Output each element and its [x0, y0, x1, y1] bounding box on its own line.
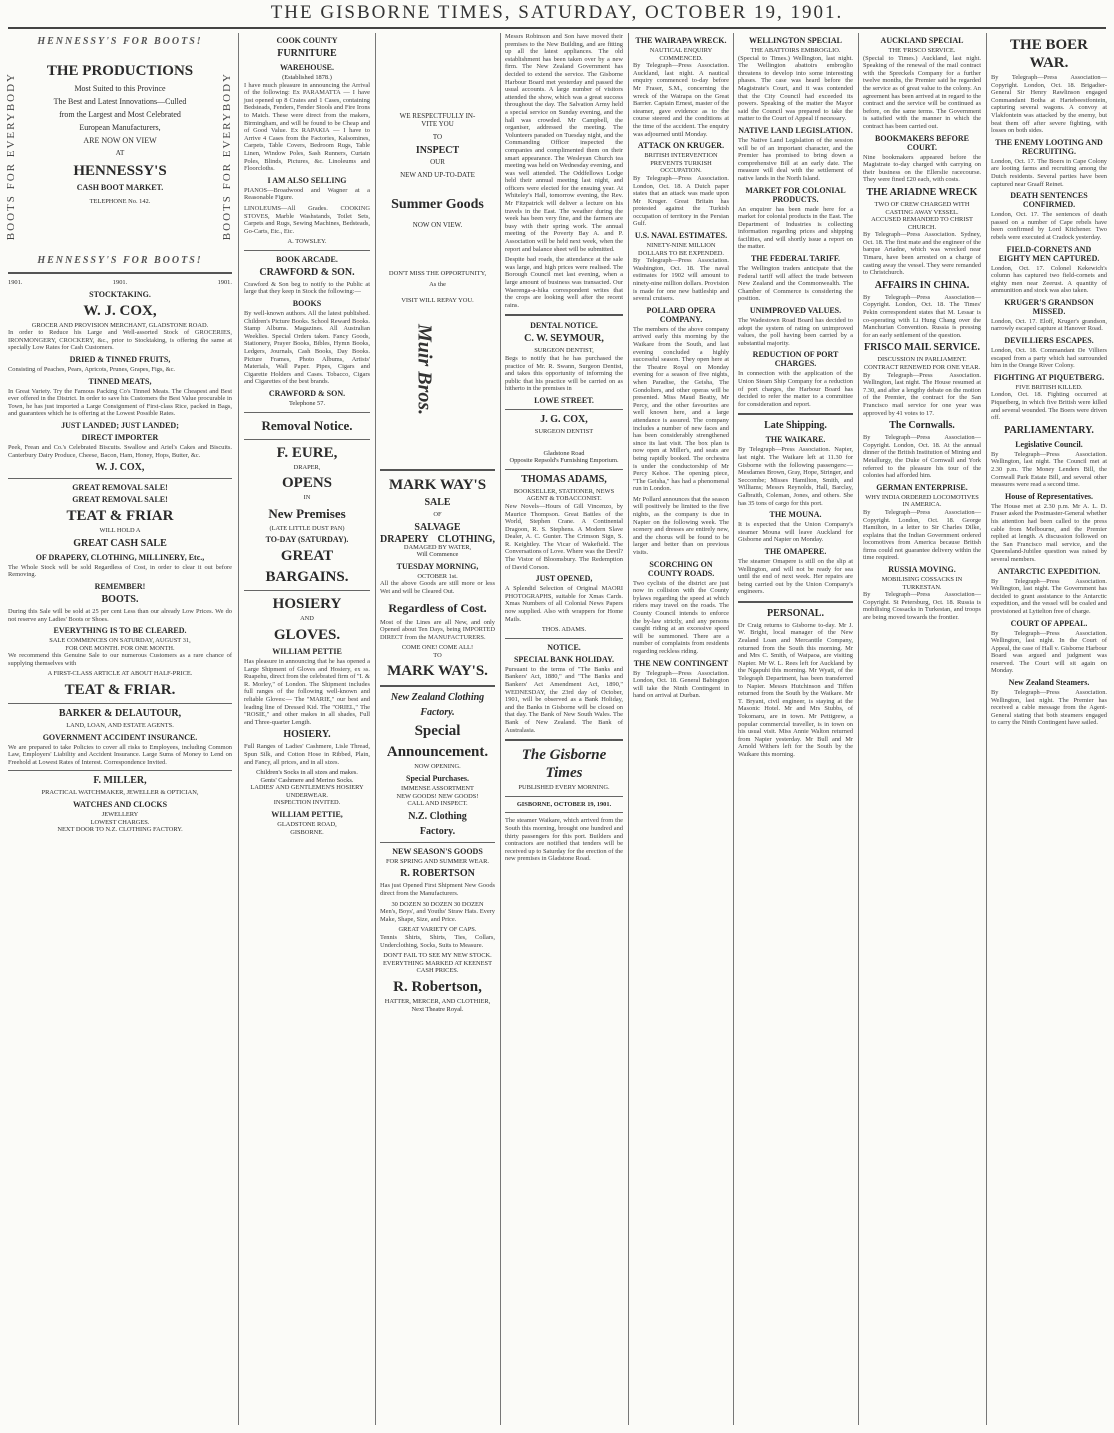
news-text: By Telegraph—Press Association. London, Oct. 18. A Dutch paper states that an attack was made upon Mr Kruger. Great Britain has protested against the Turkish occupation of territory in the Persian Gulf. [633, 174, 729, 228]
ad-body-text: Has just Opened First Shipment New Goods direct from the Manufacturers. [380, 882, 495, 898]
surgeon-dentist-2: SURGEON DENTIST [534, 427, 594, 435]
news-text: The steamer Omapere is still on the slip at Wellington, and will not be ready for sea until the end of next week. Her repairs are being carried out by the Union Company's engineers. [738, 557, 853, 596]
column-8 [991, 33, 1107, 1425]
us-naval-estimates: U.S. NAVAL ESTIMATES. [634, 231, 728, 241]
column-5 [633, 33, 729, 1425]
hennessy-telephone: TELEPHONE No. 142. [89, 198, 151, 205]
russia-moving: RUSSIA MOVING. [888, 565, 956, 575]
frisco-service: THE 'FRISCO SERVICE. [888, 47, 956, 54]
seymour-name: C. W. SEYMOUR, [524, 333, 604, 345]
today-saturday: TO-DAY (SATURDAY). [265, 535, 349, 545]
side-banner-left: BOOTS FOR EVERYBODY [5, 72, 17, 241]
everything-cleared: EVERYTHING IS TO BE CLEARED. [53, 626, 187, 636]
news-text: Nine bookmakers appeared before the Magistrate to-day charged with carrying on their business on the Ellerslie racecourse. They were fined £20 each, with costs. [863, 153, 981, 184]
muir-bros-vertical: Muir Bros. [413, 324, 436, 416]
late-dust-pan: (LATE LITTLE DUST PAN) [269, 524, 345, 532]
opens: OPENS [281, 475, 332, 492]
news-text: Despite bad roads, the attendance at the sale was large, and high prices were realised. The Borough Council met last evening, when a large amount of business was transacted. Our Waerenga-a-hika correspondent writes that the crops are looking well after the recent rains. [505, 256, 623, 309]
federal-tariff: THE FEDERAL TARIFF. [751, 254, 840, 264]
news-text: By Telegraph—Press Association—Copyright. London, Oct. 18. George Hamilton, in a letter to Sir Charles Dilke, explains that the Indian Government ordered locomotives from America because British firms could not guarantee delivery within the time required. [863, 508, 981, 562]
in-label: IN [303, 494, 311, 502]
productions-line: The Best and Latest Innovations—Culled [53, 97, 187, 106]
mark-ways-2: MARK WAY'S. [387, 663, 488, 680]
productions-line: Most Suited to this Province [74, 84, 166, 93]
productions-line: ARE NOW ON VIEW [83, 136, 157, 145]
drapery-clothing-row [380, 533, 495, 545]
warehouse: WAREHOUSE. [279, 63, 334, 72]
robertson-name-2: R. Robertson, [393, 978, 482, 995]
now-opening: NOW OPENING. [414, 763, 461, 771]
vite-you: VITE YOU [421, 119, 454, 128]
ad-body-text: We recommend this Genuine Sale to our numerous Customers as a rare chance of supplying themselves with [8, 652, 232, 667]
ad-body-text: Peek, Frean and Co.'s Celebrated Biscuits. Swallow and Ariel's Cakes and Biscuits. Canterbury Dairy Produce, Cheese, Bacon, Ham, Honey, Hops, Butter, &c. [8, 443, 232, 459]
unimproved-values: UNIMPROVED VALUES. [749, 306, 842, 316]
news-text: London, Oct. 18. Commandant De Villiers escaped from a party which had surrounded him in the Orange River Colony. [991, 347, 1107, 370]
news-text: (Special to Times.) Wellington, last night. The Wellington abattoirs embroglio threatens to develop into some interesting phases. The case was heard before the Magistrate's Court, and it was contended that the City Council had exceeded its powers. Speaking of the matter the Mayor said the Council was prepared to take the matter to the Court of Appeal if necessary. [738, 54, 853, 123]
rule [244, 590, 370, 591]
hatter-mercer: HATTER, MERCER, AND CLOTHIER, Next Theatre Royal. [384, 997, 491, 1013]
column-3 [380, 33, 495, 1425]
news-text: It is expected that the Union Company's steamer Mouna will leave Auckland for Gisborne and Napier on Monday. [738, 521, 853, 544]
of-label: OF [433, 511, 442, 519]
towsley: A. TOWSLEY. [287, 238, 327, 246]
auckland-special: AUCKLAND SPECIAL [880, 36, 964, 45]
land-loan: LAND, LOAN, AND ESTATE AGENTS. [66, 722, 174, 730]
column-rule [238, 33, 239, 1425]
death-sentences: DEATH SENTENCES CONFIRMED. [1010, 191, 1088, 210]
ad-body-text: Men's, Boys', and Youths' Straw Hats. Every Make, Shape, Size, and Price. [380, 908, 495, 923]
new-seasons: NEW SEASON'S GOODS [392, 846, 483, 856]
to-label: TO [432, 133, 443, 142]
hennessys-banner-bottom: HENNESSY'S FOR BOOTS! [37, 255, 203, 266]
rule [738, 413, 853, 415]
hosiery-heading: HOSIERY [272, 596, 342, 613]
rule [8, 703, 232, 704]
drapery-clothing: OF DRAPERY, CLOTHING, MILLINERY, Etc., [35, 552, 205, 562]
mouna: THE MOUNA. [769, 510, 822, 520]
announcement: Announcement. [386, 744, 489, 761]
ad-body-text: In Great Variety. Try the Famous Packing Co's Tinned Meats. The Cheapest and Best ever offered in the District. In order to save his Customers the Best Value procurable in Town, he has just imported a Large Consignment of First-class Rice, packed in Bags, and guarantees which he is offering at the Lowest Possible Rates. [8, 387, 232, 418]
ad-body-text: We are prepared to take Policies to cover all risks to Employees, including Common Law, Employers' Liability and Accident Insurance. Large Sums of Money to Lend on Freehold at Lowest Rates of Interest. Correspondence Invited. [8, 743, 232, 766]
ad-body-text: All the above Goods are still more or less Wet and will be Cleared Out. [380, 580, 495, 595]
new-up-to-date: NEW AND UP-TO-DATE [400, 171, 475, 180]
news-text: The Wadestown Road Board has decided to adopt the system of rating on unimproved values, the poll having been carried by a substantial majority. [738, 317, 853, 347]
column-rule [375, 33, 376, 1425]
october-1st: OCTOBER 1st. [417, 572, 458, 580]
watches-clocks: WATCHES AND CLOCKS [72, 800, 168, 810]
abattoirs: THE ABATTOIRS EMBROGLIO. [750, 47, 841, 54]
rule [505, 739, 623, 741]
published-every-morning: PUBLISHED EVERY MORNING. [518, 784, 610, 792]
column-rule [858, 33, 859, 1425]
accused-remanded: ACCUSED REMANDED TO CHRIST CHURCH. [871, 216, 973, 231]
removal-sale: GREAT REMOVAL SALE! [72, 483, 168, 493]
antarctic-expedition: ANTARCTIC EXPEDITION. [997, 566, 1101, 576]
crawford-telephone: Telephone 57. [288, 400, 326, 407]
great-variety-caps: GREAT VARIETY OF CAPS. [398, 926, 477, 934]
dental-notice: DENTAL NOTICE. [530, 321, 598, 331]
inspect: INSPECT [415, 144, 460, 156]
furniture: FURNITURE [277, 48, 337, 59]
column-rule [733, 33, 734, 1425]
cox-dentist: J. G. COX, [540, 413, 588, 425]
dont-fail: DON'T FAIL TO SEE MY NEW STOCK. [383, 952, 492, 960]
wellington-special: WELLINGTON SPECIAL [749, 36, 842, 45]
contract-renewed: CONTRACT RENEWED FOR ONE YEAR. [863, 364, 981, 371]
news-text: (Special to Times.) Auckland, last night. Speaking of the renewal of the mail contract with the Spreckels Company for a further twelve months, the Premier said he regarded the service as of great value to the colony. An agreement has been arrived at in regard to the contract and the service will be continued as before, on the same terms. The Government is satisfied with the manner in which the contract has been carried out. [863, 54, 981, 130]
adams-name: THOMAS ADAMS, [521, 473, 607, 485]
removal-sale: GREAT REMOVAL SALE! [72, 495, 168, 505]
news-text: By Telegraph—Press Association. Sydney, Oct. 18. The first mate and the engineer of the barque Ariadne, which was wrecked near Timaru, have been arrested on a charge of casting away the vessel. They were remanded to Christchurch. [863, 231, 981, 277]
crawford-son-2: CRAWFORD & SON. [268, 389, 346, 398]
nautical-enquiry: NAUTICAL ENQUIRY COMMENCED. [649, 47, 713, 62]
damaged-by-water: DAMAGED BY WATER, [403, 543, 472, 551]
legislative-council: Legislative Council. [1015, 439, 1083, 449]
year-label: 1901. [112, 279, 128, 286]
ad-body-text: Consisting of Peaches, Pears, Apricots, Prunes, Grapes, Figs, &c. [8, 365, 176, 373]
spring-summer: FOR SPRING AND SUMMER WEAR. [385, 857, 490, 865]
rule [380, 842, 495, 843]
boer-war: THE BOER WAR. [1010, 37, 1088, 71]
ladies-underwear: LADIES' AND GENTLEMEN'S HOSIERY UNDERWEAR. [250, 784, 364, 799]
productions-line: AT [115, 149, 125, 157]
bank-holiday: SPECIAL BANK HOLIDAY. [513, 654, 615, 664]
summer-goods: Summer Goods [391, 196, 484, 212]
news-text: London, Oct. 17. The sentences of death passed on a number of Cape rebels have been confirmed by Lord Kitchener. Two rebels were executed at Cradock yesterday. [991, 211, 1107, 241]
cox-name-2: W. J. COX, [95, 462, 145, 474]
pollard-opera: POLLARD OPERA COMPANY. [646, 305, 716, 324]
just-landed: JUST LANDED; JUST LANDED; [61, 420, 179, 430]
new-goods: NEW GOODS! NEW GOODS! [396, 792, 479, 800]
field-cornets: FIELD-CORNETS AND EIGHTY MEN CAPTURED. [998, 244, 1100, 263]
column-rule [986, 33, 987, 1425]
crawford-son: CRAWFORD & SON. [259, 266, 355, 278]
news-text: By Telegraph—Press Association. Wellington, last night. The Government has decided to grant assistance to the Antarctic expedition, and the vessel will be coaled and provisioned at Lyttelton free of charge. [991, 577, 1107, 615]
why-india: WHY INDIA ORDERED LOCOMOTIVES IN AMERICA. [865, 493, 979, 509]
column-rule [628, 33, 629, 1425]
rule [505, 469, 623, 470]
news-text: By Telegraph—Press Association—Copyright. London, Oct. 18. Brigadier-General Sir Henry Rawlinson engaged Commandant Botha at Hartebeestfontein, capturing several wagons. A convoy at Vlakfontein was attacked by the enemy, but beat them off after severe fighting, with losses on both sides. [991, 74, 1107, 135]
productions-heading: THE PRODUCTIONS [46, 63, 194, 79]
barker-delautour: BARKER & DELAUTOUR, [58, 708, 182, 720]
come-one: COME ONE! COME ALL! [401, 644, 474, 652]
news-text: London, Oct. 17. The Boers in Cape Colony are looting farms and recruiting among the Dutch residents. Several parties have been captured near Graaff Reinet. [991, 157, 1107, 188]
ad-body-text: Full Ranges of Ladies' Cashmere, Lisle Thread, Spun Silk, and Cotton Hose in Ribbed, Plain, and Fancy, all prices, and in all sizes. [244, 743, 370, 766]
gents-socks: Gents' Cashmere and Merino Socks. [260, 776, 354, 784]
editorial-text: The steamer Waikare, which arrived from the South this morning, brought one hundred and thirty passengers for this port. Builders and contractors are notified that tenders will be received up to Saturday for the erection of the new premises in Gladstone Road. [505, 817, 623, 863]
five-british-killed: FIVE BRITISH KILLED. [1015, 383, 1083, 391]
bookmakers-court: BOOKMAKERS BEFORE COURT. [874, 133, 969, 152]
ad-body-text: Pursuant to the terms of "The Banks and Bankers' Act, 1880," and "The Banks and Bankers' Act Amendment Act, 1890," WEDNESDAY, the 23rd day of October, 1901, will be observed as a Bank Holiday, and the Banks in Gisborne will be closed on that day. The Bank of New South Wales. The Bank of New Zealand. The Bank of Australasia. [505, 665, 623, 734]
great-cash-sale: GREAT CASH SALE [73, 537, 167, 549]
gisborne: GISBORNE. [290, 828, 324, 836]
dont-miss: DON'T MISS THE OPPORTUNITY, [388, 269, 487, 277]
productions-line: from the Largest and Most Celebrated [59, 110, 181, 119]
enemy-looting: THE ENEMY LOOTING AND RECRUITING. [995, 137, 1103, 156]
news-text: By Telegraph—Press Association. Wellington, last night. In the Court of Appeal, the case of Hall v. Gisborne Harbour Board was argued and judgment was reserved. The Court will sit again on Monday. [991, 629, 1107, 675]
ninety-nine-million: NINETY-NINE MILLION DOLLARS TO BE EXPENDED. [637, 242, 725, 257]
as-the: As the [429, 281, 446, 289]
ad-body-text: I have much pleasure in announcing the Arrival of the following: Ex PARAMATTA — I have just opened up 8 Crates and 1 Cases, containing Bedsteads, Fenders, Fender Stools and Fire Irons to Match. These were direct from the makers, Birmingham, and will be found to be Cheap and of Good Value. Ex RAPAKIA — I have to Arrive 4 Cases from the Factories, Kalsomines, Carpets, Table Covers, Bedroom Rugs, Table Linen, Window Poles, Sash Runners, Curtain Poles, Blinds, Pictures, &c. Linoleums and Floorcloths. [244, 81, 370, 173]
removal-notice: Removal Notice. [261, 417, 353, 433]
respectfully: WE RESPECTFULLY IN- [399, 112, 476, 120]
new-contingent: THE NEW CONTINGENT [633, 658, 729, 668]
to-label-2: TO [433, 651, 442, 659]
waikare: THE WAIKARE. [765, 435, 826, 445]
bookseller: BOOKSELLER, STATIONER, NEWS AGENT & TOBACCONIST. [513, 487, 615, 503]
books: BOOKS [292, 299, 322, 309]
regardless-of-cost: Regardless of Cost. [388, 600, 487, 615]
ad-body-text: During this Sale will be sold at 25 per cent Less than our already Low Prices. We do not reserve any Ladies' Boots or Shoes. [8, 607, 232, 623]
will-commence: Will Commence [416, 551, 459, 559]
rule [380, 685, 495, 687]
column-rule [500, 33, 501, 1425]
rule [380, 469, 495, 471]
now-on-view: NOW ON VIEW. [412, 220, 463, 229]
rule [244, 412, 370, 413]
news-text: Messrs Robinson and Son have moved their premises to the New Building, and are fitting up all the latest appliances. The old establishment has been taken over by a new firm. The New Zealand Government has decided to extend the service. The Gisborne Harbour Board met yesterday and passed the usual accounts. A large number of visitors attended the show, which was a great success throughout the day. The Salvation Army held a special service on Sunday evening, and the hall was crowded. Mr Campbell, the organiser, addressed the meeting. The Volunteers paraded on Tuesday night, and the Commanding Officer inspected the companies and complimented them on their smart appearance. The Wesleyan Church tea meeting was held on Wednesday evening, and was well attended. The Oddfellows Lodge held their annual meeting last night, and officers were elected for the ensuing year. At Whiteley's Hall, tomorrow evening, the Rev. Mr Fitzpatrick will deliver a lecture on his travels in the East. The weather during the week has been very fine, and the farmers are busy with their spring work. The annual meeting of the Poverty Bay A. and P. Association will be held next week, when the report and balance sheet will be submitted. [505, 33, 623, 253]
remember: REMEMBER! [94, 581, 146, 591]
ad-body-text: LINOLEUMS—All Grades. COOKING STOVES, Marble Washstands, Toilet Sets, Carpets and Rugs, Sewing Machines, Bedsteads, Go-Carts, Etc., Etc. [244, 204, 370, 235]
late-shipping: Late Shipping. [764, 420, 827, 432]
miller-address: NEXT DOOR TO N.Z. CLOTHING FACTORY. [57, 826, 183, 834]
news-text: London, Oct. 18. Fighting occurred at Piquetberg, in which five British were killed and several wounded. The Boers were driven off. [991, 391, 1107, 422]
pianos-line: PIANOS—Broadwood and Wagner at a Reasonable Figure. [244, 186, 370, 202]
news-text: The Wellington traders anticipate that the Federal tariff will affect the trade between New Zealand and the Commonwealth. The Chamber of Commerce is considering the position. [738, 265, 853, 303]
one-month: FOR ONE MONTH. FOR ONE MONTH. [65, 644, 175, 652]
ad-body-text: Begs to notify that he has purchased the practice of Mr. R. Swann, Surgeon Dentist, and takes this opportunity of informing the public that his practice will be carried on as hitherto in the premises in [505, 354, 623, 393]
cook-county: COOK COUNTY [276, 36, 338, 45]
visit-repay: VISIT WILL REPAY YOU. [401, 296, 474, 304]
ad-body-text: The Whole Stock will be sold Regardless of Cost, in order to clear it out before Removing. [8, 563, 232, 579]
ad-body-text: Tennis Shirts, Shirts, Ties, Collars, Underclothing, Socks, Suits to Measure. [380, 934, 495, 949]
fighting-piquetberg: FIGHTING AT PIQUETBERG. [993, 372, 1105, 382]
news-text: By Telegraph—Press Association. Washington, Oct. 18. The naval estimates for 1902 will amount to ninety-nine million dollars. Provision is made for one new battleship and several cruisers. [633, 257, 729, 303]
news-text: By Telegraph—Press Association. Wellington, last night. The House resumed at 7.30, and after a lengthy debate on the motion of the Premier, the contract for the San Francisco mail service for one year was approved by 41 votes to 17. [863, 371, 981, 417]
great: GREAT [280, 548, 334, 565]
rule [738, 601, 853, 603]
william-pettie: WILLIAM PETTIE [272, 646, 342, 656]
thirty-dozen: 30 DOZEN 30 DOZEN 30 DOZEN [391, 900, 484, 908]
news-text: By Telegraph—Press Association. Wellington, last night. The Council met at 2.30 p.m. The Money Lenders Bill, the Cornwall Park Estate Bill, and several other measures were read a second time. [991, 450, 1107, 489]
news-text: By Telegraph—Press Association. London, Oct. 18. General Babington will take the Ninth Contingent in hand on arrival at Durban. [633, 669, 729, 700]
lowe-street: LOWE STREET. [534, 395, 594, 405]
news-text: By Telegraph—Press Association—Copyright. London, Oct. 18. The Times' Pekin correspondent states that M. Lessar is co-operating with Li Hung Chang over the Manchurian Convention. Russia is pressing for an early settlement of the question. [863, 293, 981, 339]
muir-bros-ad [380, 304, 495, 464]
ariadne-wreck: THE ARIADNE WRECK [866, 186, 978, 198]
column-1 [5, 33, 234, 1425]
house-representatives: House of Representatives. [1004, 491, 1094, 501]
mark-ways: MARK WAY'S [388, 477, 487, 494]
court-appeal: COURT OF APPEAL. [1010, 618, 1088, 628]
discussion-parliament: DISCUSSION IN PARLIAMENT. [877, 356, 967, 364]
news-text: London, Oct. 17. Eloff, Kruger's grandson, narrowly escaped capture at Hanover Road. [991, 317, 1107, 333]
rule [244, 250, 370, 251]
immense-assortment: IMMENSE ASSORTMENT [401, 785, 474, 793]
nz-clothing: New Zealand Clothing [390, 692, 485, 704]
gladstone-road-4: Gladstone Road [543, 449, 585, 457]
omapere: THE OMAPERE. [764, 546, 827, 556]
british-intervention: BRITISH INTERVENTION PREVENTS TURKISH OCCUPATION. [644, 152, 718, 175]
miller-name: F. MILLER, [93, 775, 147, 787]
two-of-crew: TWO OF CREW CHARGED WITH CASTING AWAY VESSEL. [874, 200, 970, 216]
government-insurance: GOVERNMENT ACCIDENT INSURANCE. [42, 732, 198, 742]
factory-label-2: Factory. [419, 825, 456, 837]
frisco-mail: FRISCO MAIL SERVICE. [863, 342, 981, 354]
port-charges: REDUCTION OF PORT CHARGES. [752, 350, 839, 369]
parliamentary: PARLIAMENTARY. [1004, 424, 1094, 436]
news-text: By Telegraph—Press Association—Copyright. St Petersburg, Oct. 18. Russia is mobilising Cossacks in Turkestan, and troops are being moved towards the frontier. [863, 591, 981, 622]
news-text: Mr Pollard announces that the season will positively be limited to the five nights, as the company is due in Napier on the following week. The scenery and dresses are entirely new, and the chorus will be found to be larger and better than on previous visits. [633, 495, 729, 557]
masthead-rule [8, 27, 1106, 29]
side-banner-right: BOOTS FOR EVERYBODY [221, 72, 234, 241]
salvage: SALVAGE [414, 521, 461, 533]
news-text: By Telegraph—Press Association. Napier, last night. The Waikare left at 11.30 for Gisborne with the following passengers:—Mesdames Brown, Gray, Hope, Stringer, and Seccombe; Misses Hamilton, Smith, and Williams; Messrs Reynolds, Hall, Barclay, Galbraith, Coleman, Jones, and others. She has 35 tons of cargo for this port. [738, 446, 853, 507]
cornwalls: The Cornwalls. [889, 420, 955, 432]
rule [244, 439, 370, 440]
jewellery: JEWELLERY [101, 811, 139, 819]
gladstone-road: GLADSTONE ROAD, [277, 821, 337, 829]
mobilising-cossacks: MOBILISING COSSACKS IN TURKESTAN. [881, 576, 963, 591]
rule [505, 796, 623, 797]
ad-body-text: By well-known authors. All the latest published. Children's Picture Books. School Reward Books. Stamp Albums. Magazines. All Australian Weeklies. Special Orders taken. Fancy Goods, Stationery, Prayer Books, Bibles, Hymn Books, Ledgers, Journals, Cash Books, Day Books. Picture Frames, Photo Albums, Artists' Materials, Wall Paper. Pipes, Cigars and Cigarette Holders and Cases. Tobacco, Cigars and Cigarettes of the best brands. [244, 310, 370, 386]
will-hold: WILL HOLD A [99, 527, 141, 535]
nz-clothing-2: N.Z. Clothing [408, 810, 467, 822]
wairapa-wreck: THE WAIRAPA WRECK. [635, 36, 727, 45]
book-arcade: BOOK ARCADE. [276, 254, 338, 264]
affairs-china: AFFAIRS IN CHINA. [874, 279, 970, 291]
hennessy-ad [5, 62, 234, 252]
notice: NOTICE. [547, 642, 581, 652]
rule [8, 478, 232, 479]
adams-name-2: THOS. ADAMS. [541, 626, 587, 634]
rule [505, 812, 623, 813]
surgeon-dentist: SURGEON DENTIST, [534, 347, 594, 355]
cox-name: W. J. COX, [83, 302, 157, 319]
native-land: NATIVE LAND LEGISLATION. [738, 125, 853, 135]
call-inspect: CALL AND INSPECT. [407, 800, 468, 808]
year-label: 1901. [217, 279, 232, 286]
rule [505, 409, 623, 410]
rule [505, 638, 623, 639]
ad-body-text: In order to Reduce his Large and Well-assorted Stock of GROCERIES, IRONMONGERY, CROCKERY, &c., prior to Stocktaking, is offering the same at specially Low Rates for Cash Customers. [8, 329, 232, 352]
cash-boot-market: CASH BOOT MARKET. [76, 183, 164, 192]
devilliers-escapes: DEVILLIERS ESCAPES. [1004, 336, 1094, 346]
rule [8, 272, 232, 274]
teat-friar: TEAT & FRIAR [66, 508, 174, 525]
news-text: By Telegraph—Press Association. Auckland, last night. A nautical enquiry commenced to-day before Mr Fraser, S.M., concerning the wreck of the Wairapa on the Great Barrier. Captain Ernest, master of the steamer, gave evidence as to the course steered and the conditions at the time of the accident. The enquiry was adjourned until Monday. [633, 62, 729, 138]
and-label: AND [300, 615, 314, 623]
productions-line: European Manufacturers, [79, 123, 161, 132]
column-6 [738, 33, 853, 1425]
news-text: In connection with the application of the Union Steam Ship Company for a reduction of port charges, the Harbour Board has decided to refer the matter to a committee for consideration and report. [738, 370, 853, 408]
news-text: An enquirer has been made here for a market for colonial products in the East. The Department of Industries is collecting information regarding prices and shipping facilities, and will shortly issue a report on the matter. [738, 205, 853, 251]
news-text: The House met at 2.30 p.m. Mr A. L. D. Fraser asked the Postmaster-General whether his attention had been called to the press cable from Melbourne, and the Premier replied at length. A discussion followed on the San Francisco mail service, and the Queensland-Jubilee question was raised by several members. [991, 502, 1107, 563]
krugers-grandson: KRUGER'S GRANDSON MISSED. [1004, 297, 1094, 316]
our-label: OUR [430, 157, 445, 166]
established: (Established 1878.) [282, 74, 332, 81]
clothing-label: CLOTHING, [437, 533, 495, 545]
direct-importer: DIRECT IMPORTER [81, 432, 159, 442]
ad-body-text: Crawford & Son beg to notify to the Public at large that they keep in Stock the following:— [244, 280, 370, 296]
news-text: The Native Land Legislation of the session will be of an important character, and the Premier has promised to bring down a comprehensive Bill at an early date. The measure will deal with the settlement of native lands in the North Island. [738, 136, 853, 182]
special-label: Special [414, 723, 461, 740]
dried-fruits: DRIED & TINNED FRUITS, [69, 354, 171, 364]
news-text: Two cyclists of the district are just now in collision with the County bylaws regarding the speed at which riders may travel on the roads. The County Council intends to enforce the by-law strictly, and any persons caught riding at an excessive speed will be summoned. There are a number of complaints from residents regarding reckless riding. [633, 579, 729, 655]
first-class-article: A FIRST-CLASS ARTICLE AT ABOUT HALF-PRICE. [47, 670, 193, 678]
dateline: GISBORNE, OCTOBER 19, 1901. [516, 800, 612, 808]
bargains: BARGAINS. [265, 569, 349, 586]
news-text: The members of the above company arrived early this morning by the Waikare from the South, and last evening concluded a highly successful season. They open here at the Theatre Royal on Monday evening for a season of five nights, when Paradise, the Geisha, The Gondoliers, and other operas will be presented. Miss Maud Beatty, Mr Percy, and the other favourites are well known here, and a large attendance is assured. The company includes a number of new faces and has been considerably strengthened since its last visit. The box plan is now open at Miller's, and seats are being rapidly booked. The orchestra is under the conductorship of Mr Percy Kehoe. The opening piece, "The Geisha," has had a phenomenal run in London. [633, 325, 729, 493]
ad-body-text: New Novels—Hours of Gill Vincenzo, by Maurice Thompson. Great Battles of the World, Stephen Crane. A Continental Dragoon, R. S. Stephens. A Modern Slave Dealer, A. C. Gunter. The Crimson Sign, S. R. Keightley. The Vicar of Wakefield. The Conversations of Love. Where was the Devil? The Vistor of Bloomsbury. The Redemption of David Corson. [505, 502, 623, 571]
boots-heading: BOOTS. [101, 593, 139, 605]
opposite-repsold: Opposite Repsold's Furnishing Emporium. [509, 457, 619, 465]
sale-label: SALE [424, 497, 451, 509]
ad-body-text: Most of the Lines are all New, and only Opened about Ten Days, being IMPORTED DIRECT from the MANUFACTURERS. [380, 618, 495, 641]
column-4 [505, 33, 623, 1425]
just-opened: JUST OPENED, [535, 574, 593, 584]
gloves-heading: GLOVES. [273, 626, 341, 643]
year-label: 1901. [8, 279, 23, 286]
news-text: By Telegraph—Press Association—Copyright. London, Oct. 18. At the annual dinner of the British Institution of Mining and Metallurgy, the Duke of Cornwall and York referred to the pleasure his tour of the colonies had afforded him. [863, 434, 981, 480]
market-colonial: MARKET FOR COLONIAL PRODUCTS. [745, 185, 846, 204]
factory-label: Factory. [420, 707, 455, 719]
ad-body-text: Has pleasure in announcing that he has opened a Large Shipment of Gloves and Hosiery, ex ss. Ruapehu, direct from the celebrated firm of "I. & R. Morley," of London. The Shipment includes full ranges of the following well-known and reliable Gloves:— The "MARIE," our best and leading line of Dressed Kid. The "ORIEL," The "ROSIE," and other makes in all shades, Full and Three-quarter Length. [244, 657, 370, 726]
german-enterprise: GERMAN ENTERPRISE. [876, 482, 968, 492]
watchmaker: PRACTICAL WATCHMAKER, JEWELLER & OPTICIAN, [41, 789, 199, 797]
drapery-label: DRAPERY [380, 533, 429, 545]
rule [8, 770, 232, 771]
cox-subtitle: GROCER AND PROVISION MERCHANT, GLADSTONE ROAD. [31, 321, 209, 329]
everything-marked: EVERYTHING MARKED AT KEENEST CASH PRICES. [382, 959, 493, 975]
column-2 [244, 33, 370, 1425]
teat-friar-2: TEAT & FRIAR. [64, 682, 176, 699]
eure-name: F. EURE, [276, 444, 338, 461]
news-text: By Telegraph—Press Association. Wellington, last night. The Premier has received a cable message from the Agent-General stating that both steamers engaged to carry the Ninth Contingent have sailed. [991, 689, 1107, 727]
gisborne-times-title: The Gisborne Times [521, 747, 607, 782]
robertson-name: R. ROBERTSON [400, 868, 475, 880]
rule [505, 314, 623, 316]
tuesday-morning: TUESDAY MORNING, [396, 561, 479, 571]
tinned-meats: TINNED MEATS, [88, 376, 152, 386]
masthead: THE GISBORNE TIMES, SATURDAY, OCTOBER 19, 1901. [270, 2, 844, 23]
column-7 [863, 33, 981, 1425]
ad-body-text: A Splendid Selection of Original MAORI PHOTOGRAPHS, suitable for Xmas Cards. Xmas Numbers of all Colonial News Papers now supplied. Also with wrappers for Home Mails. [505, 585, 623, 623]
hennessys-banner: HENNESSY'S FOR BOOTS! [37, 36, 203, 47]
nz-steamers: New Zealand Steamers. [1008, 678, 1090, 688]
i-am-selling: I AM ALSO SELLING [267, 175, 347, 185]
inspection-invited: INSPECTION INVITED. [273, 799, 341, 807]
childrens-socks: Children's Socks in all sizes and makes. [256, 769, 358, 777]
stocktaking-heading: STOCKTAKING. [89, 289, 151, 299]
attack-on-kruger: ATTACK ON KRUGER. [637, 141, 725, 151]
new-premises: New Premises [268, 505, 346, 521]
lowest-charges: LOWEST CHARGES. [90, 818, 150, 826]
news-text: Dr Craig returns to Gisborne to-day. Mr J. W. Bright, local manager of the New Zealand Loan and Mercantile Company, returned from the South this morning. Mr and Mrs C. Smith, of Waipaoa, are visiting Napier. Mr W. L. Rees left for Auckland by the Ngapuhi this morning. Mr Wyatt, of the Telegraph Department, has been transferred to Napier. Messrs Hutchinson and Tiffen returned from the South by the Waikare. Mr T. Bryant, civil engineer, is staying at the Masonic Hotel. Mr and Mrs Stubbs, of Tokomaru, are in town. Mr Pettigrew, a popular commercial traveller, is in town on his usual visit. Miss Annie Walton returned from Napier yesterday. Mr Bull and Mr Arnold Withers left for the South by the Waikare this morning. [738, 621, 853, 758]
hennessys-name: HENNESSY'S [73, 163, 167, 179]
draper: DRAPER, [293, 463, 321, 471]
hosiery-heading-2: HOSIERY. [283, 729, 331, 741]
special-purchases: Special Purchases. [406, 774, 469, 784]
sale-commences: SALE COMMENCES ON SATURDAY, AUGUST 31, [49, 637, 191, 645]
news-text: London, Oct. 17. Colonel Kekewich's column has captured two field-cornets and eighty men near Zeerust. A quantity of ammunition and stock was also taken. [991, 264, 1107, 295]
william-pettie-2: WILLIAM PETTIE, [271, 810, 343, 820]
scorching-roads: SCORCHING ON COUNTY ROADS. [647, 559, 715, 578]
personal: PERSONAL. [767, 607, 824, 619]
year-row [8, 279, 232, 287]
